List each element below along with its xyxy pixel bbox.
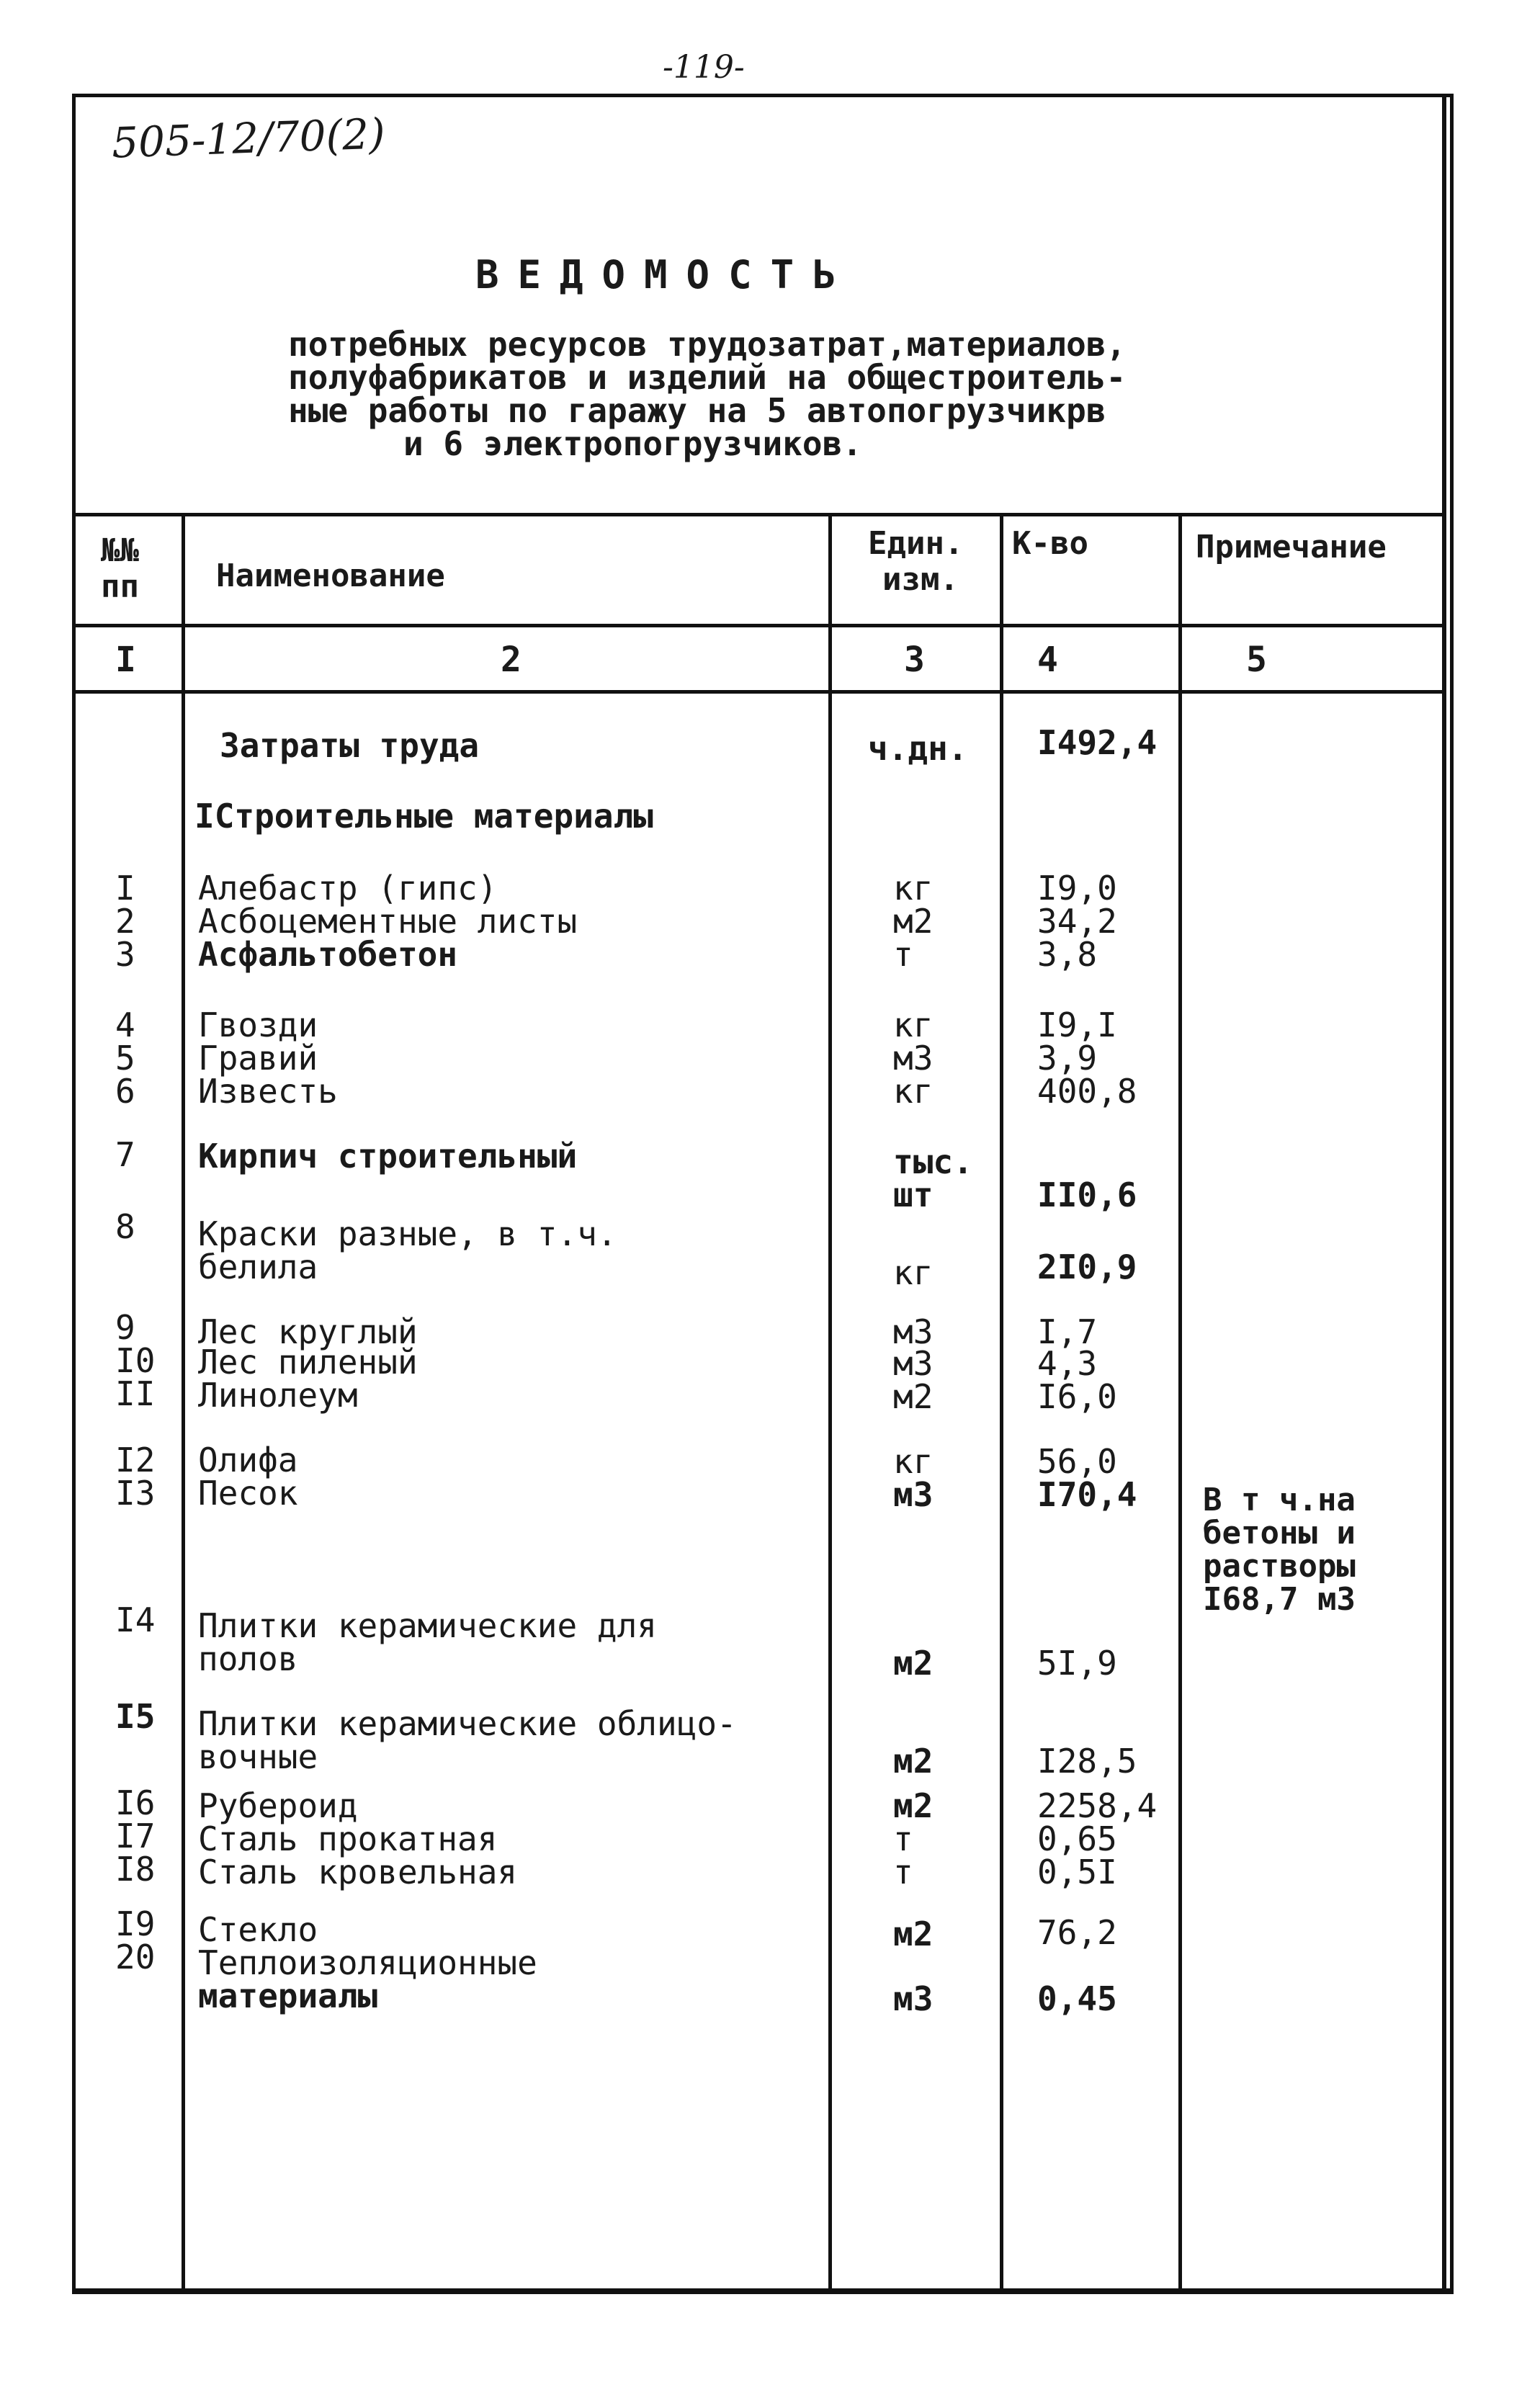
row-unit: м2 — [893, 902, 934, 941]
row-name: Гвозди — [198, 1006, 318, 1044]
row-unit: м2 — [893, 1786, 934, 1825]
row-unit: кг — [893, 1442, 934, 1481]
header-note: Примечание — [1196, 529, 1387, 565]
row-name: Лес круглый — [198, 1312, 418, 1351]
header-num — [101, 533, 139, 605]
row-name-line2: вочные — [198, 1737, 318, 1776]
row-qty: II0,6 — [1037, 1176, 1137, 1214]
row-name-line2: белила — [198, 1248, 318, 1286]
row-unit: м3 — [893, 1039, 934, 1078]
row-qty: 34,2 — [1037, 902, 1117, 941]
row-unit: м3 — [893, 1475, 934, 1514]
divider-unit-qty — [1000, 513, 1003, 2292]
note-line: I68,7 м3 — [1203, 1581, 1356, 1618]
row-name: Краски разные, в т.ч. — [198, 1214, 617, 1253]
header-num-line1: №№ — [101, 532, 139, 569]
header-bottom-line — [72, 624, 1446, 627]
table-top-line — [72, 513, 1446, 516]
frame-right-edge — [1442, 94, 1446, 2292]
row-name: Сталь кровельная — [198, 1853, 518, 1891]
note-line: растворы — [1203, 1548, 1356, 1585]
column-number-5: 5 — [1246, 640, 1267, 680]
header-unit-line2: изм. — [882, 561, 959, 598]
row-unit: кг — [893, 1253, 934, 1292]
row-num: I — [115, 869, 135, 908]
row-name: Стекло — [198, 1910, 318, 1949]
labor-unit: ч.дн. — [868, 729, 968, 768]
row-qty: I9,0 — [1037, 869, 1117, 908]
row-num: 7 — [115, 1135, 135, 1174]
column-number-line — [72, 690, 1446, 694]
row-num: 20 — [115, 1938, 156, 1976]
row-qty: 2I0,9 — [1037, 1248, 1137, 1286]
row-name: Теплоизоляционные — [198, 1943, 537, 1982]
row-num: I5 — [115, 1697, 156, 1736]
row-name-line2: материалы — [198, 1976, 378, 2015]
row-num: 4 — [115, 1006, 135, 1044]
row-unit: кг — [893, 869, 934, 908]
row-unit: м3 — [893, 1979, 934, 2018]
subtitle-line: и 6 электропогрузчиков. — [403, 424, 862, 463]
row-qty: 0,65 — [1037, 1819, 1117, 1858]
note-line: бетоны и — [1203, 1515, 1356, 1552]
row-unit: м2 — [893, 1742, 934, 1781]
row-qty: I6,0 — [1037, 1377, 1117, 1416]
row-name: Гравий — [198, 1039, 318, 1078]
row-unit: м2 — [893, 1644, 934, 1683]
divider-num-name — [182, 513, 185, 2292]
row-name: Линолеум — [198, 1376, 358, 1415]
row-unit: кг — [893, 1072, 934, 1111]
row-unit: тыс. — [893, 1142, 973, 1181]
row-num: 9 — [115, 1308, 135, 1347]
row-qty: I70,4 — [1037, 1475, 1137, 1514]
row-num: I2 — [115, 1441, 156, 1479]
row-num: I4 — [115, 1600, 156, 1639]
row-unit: м3 — [893, 1344, 934, 1383]
labor-qty: I492,4 — [1037, 723, 1158, 762]
divider-qty-note — [1178, 513, 1182, 2292]
row-unit: т — [893, 1819, 913, 1858]
section-title: IСтроительные материалы — [194, 797, 653, 836]
row-num: I6 — [115, 1783, 156, 1822]
row-qty: 400,8 — [1037, 1072, 1137, 1111]
note-line: В т ч.на — [1203, 1482, 1356, 1518]
row-num: I0 — [115, 1341, 156, 1380]
row-qty: 0,45 — [1037, 1979, 1117, 2018]
row-num: 8 — [115, 1207, 135, 1246]
row-name: Асфальтобетон — [198, 935, 458, 974]
row-name: Алебастр (гипс) — [198, 869, 498, 908]
row-qty: 56,0 — [1037, 1442, 1117, 1481]
row-name: Асбоцементные листы — [198, 902, 578, 941]
column-number-2: 2 — [501, 640, 521, 680]
row-num: I7 — [115, 1817, 156, 1855]
subtitle-line: ные работы по гаражу на 5 автопогрузчикрв — [288, 391, 1106, 430]
row-name-line2: полов — [198, 1639, 298, 1678]
row-qty: 76,2 — [1037, 1913, 1117, 1952]
row-qty: 0,5I — [1037, 1853, 1117, 1891]
row-qty: 3,9 — [1037, 1039, 1098, 1078]
row-unit: м2 — [893, 1377, 934, 1416]
row-name: Лес пиленый — [198, 1343, 418, 1382]
row-num: 3 — [115, 935, 135, 974]
row-unit: м3 — [893, 1312, 934, 1351]
row-name: Плитки керамические облицо- — [198, 1704, 737, 1743]
row-qty: 5I,9 — [1037, 1644, 1117, 1683]
header-num-line2: пп — [101, 568, 139, 605]
column-number-3: 3 — [904, 640, 925, 680]
row-qty: 2258,4 — [1037, 1786, 1158, 1825]
row-qty: I,7 — [1037, 1312, 1098, 1351]
row-name: Рубероид — [198, 1786, 358, 1825]
row-name: Известь — [198, 1072, 338, 1111]
row-qty: 4,3 — [1037, 1344, 1098, 1383]
row-name: Песок — [198, 1474, 298, 1513]
row-unit: кг — [893, 1006, 934, 1044]
document-subtitle — [288, 325, 1225, 463]
row-num: 2 — [115, 902, 135, 941]
row-unit: т — [893, 1853, 913, 1891]
column-number-1: I — [115, 640, 136, 680]
document-title: ВЕДОМОСТЬ — [475, 252, 855, 297]
row-unit-line2: шт — [893, 1176, 934, 1214]
labor-name: Затраты труда — [220, 726, 480, 765]
row-num: II — [115, 1374, 156, 1413]
row-num: 5 — [115, 1039, 135, 1078]
row-name: Кирпич строительный — [198, 1137, 578, 1176]
document-code: 505-12/70(2) — [110, 109, 386, 168]
sand-note — [1203, 1484, 1356, 1616]
row-name: Олифа — [198, 1441, 298, 1479]
divider-name-unit — [828, 513, 832, 2292]
row-num: I3 — [115, 1474, 156, 1513]
header-unit-line1: Един. — [868, 525, 964, 562]
frame-bottom-edge — [72, 2289, 1454, 2294]
header-name: Наименование — [216, 558, 445, 594]
header-unit — [868, 526, 963, 598]
row-qty: I9,I — [1037, 1006, 1117, 1044]
subtitle-line: потребных ресурсов трудозатрат,материалов, — [288, 325, 1127, 364]
row-unit: т — [893, 935, 913, 974]
column-number-4: 4 — [1037, 640, 1058, 680]
row-unit: м2 — [893, 1915, 934, 1953]
row-qty: 3,8 — [1037, 935, 1098, 974]
row-name: Сталь прокатная — [198, 1819, 498, 1858]
header-qty: К-во — [1012, 525, 1088, 562]
row-num: 6 — [115, 1072, 135, 1111]
row-qty: I28,5 — [1037, 1742, 1137, 1781]
page-number: -119- — [663, 49, 745, 86]
row-name: Плитки керамические для — [198, 1606, 657, 1645]
row-num: I8 — [115, 1850, 156, 1889]
subtitle-line: полуфабрикатов и изделий на общестроитель- — [288, 358, 1127, 397]
row-num: I9 — [115, 1904, 156, 1943]
